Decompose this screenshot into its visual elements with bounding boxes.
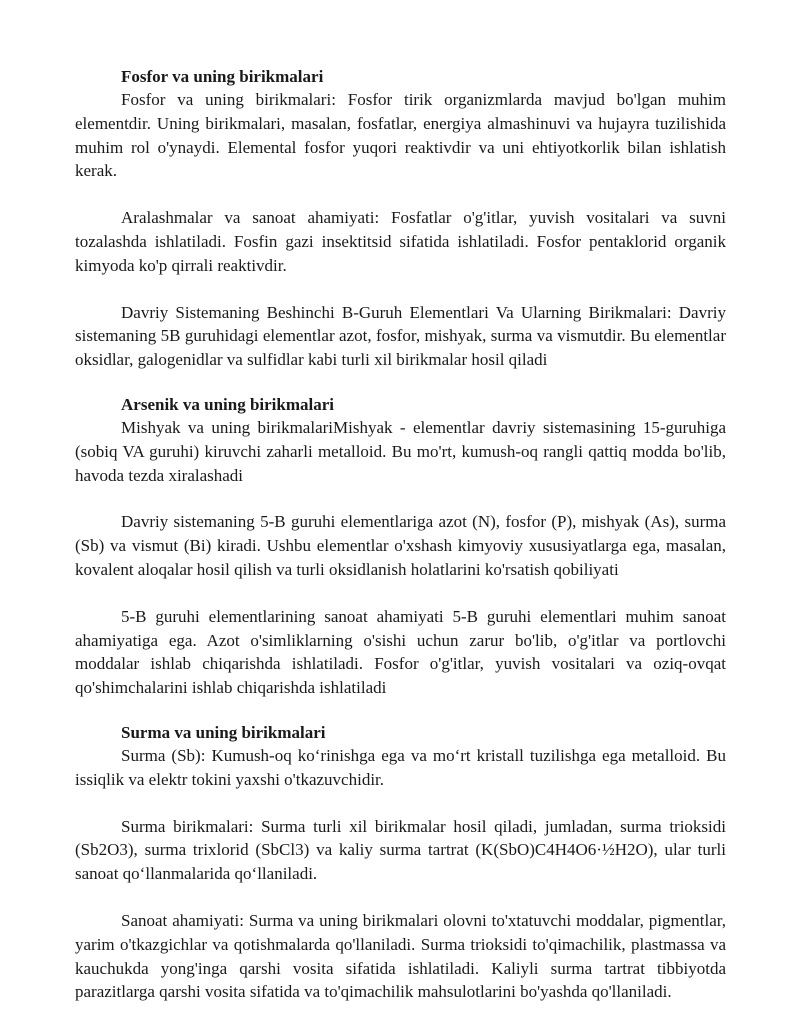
paragraph: Surma (Sb): Kumush-oq koʻrinishga ega va moʻrt kristall tuzilishga ega metalloid. Bu issiqlik va elektr tokini yaxshi o'tkazuvchidir. bbox=[75, 745, 726, 789]
paragraph: 5-B guruhi elementlarining sanoat ahamiyati 5-B guruhi elementlari muhim sanoat ahamiyatiga ega. Azot o'simliklarning o'sishi uchun zarur bo'lib, o'g'itlar va portlovchi moddalar ishlab chiqarishda ishlatiladi. Fosfor o'g'itlar, yuvish vositalari va oziq-ovqat qo'shimchalarini ishlab chiqarishda ishlatiladi bbox=[75, 606, 726, 698]
paragraph: Mishyak va uning birikmalariMishyak - elementlar davriy sistemasining 15-guruhiga (sobiq VA guruhi) kiruvchi zaharli metalloid. Bu mo'rt, kumush-oq rangli qattiq modda bo'lib, havoda tezda xiralashadi bbox=[75, 417, 726, 485]
paragraph: Surma birikmalari: Surma turli xil birikmalar hosil qiladi, jumladan, surma trioksidi (Sb2O3), surma trixlorid (SbCl3) va kaliy surma tartrat (K(SbO)C4H4O6·½H2O), ular turli sanoat qoʻllanmalarida qoʻllaniladi. bbox=[75, 816, 726, 884]
paragraph: Aralashmalar va sanoat ahamiyati: Fosfatlar o'g'itlar, yuvish vositalari va suvni tozalashda ishlatiladi. Fosfin gazi insektitsid sifatida ishlatiladi. Fosfor pentaklorid organik kimyoda ko'p qirrali reaktivdir. bbox=[75, 208, 726, 275]
section-heading-fosfor: Fosfor va uning birikmalari bbox=[121, 67, 324, 86]
paragraph: Davriy sistemaning 5-B guruhi elementlariga azot (N), fosfor (P), mishyak (As), surma (Sb) va vismut (Bi) kiradi. Ushbu elementlar o'xshash kimyoviy xususiyatlarga ega, masalan, kovalent aloqalar hosil qilish va turli oksidlanish holatlarini ko'rsatish qobiliyati bbox=[75, 512, 726, 579]
section-heading-arsenik: Arsenik va uning birikmalari bbox=[121, 394, 335, 414]
paragraph: Sanoat ahamiyati: Surma va uning birikmalari olovni to'xtatuvchi moddalar, pigmentlar, yarim o'tkazgichlar va qotishmalarda qo'llaniladi. Surma trioksidi to'qimachilik, plastmassa va kauchukda yong'inga qarshi vosita sifatida ishlatiladi. Kaliyli surma tartrat tibbiyotda parazitlarga qarshi vosita sifatida va to'qimachilik mahsulotlarini bo'yashda qo'llaniladi. bbox=[75, 910, 726, 1002]
section-heading-surma: Surma va uning birikmalari bbox=[121, 722, 326, 742]
paragraph: Fosfor va uning birikmalari: Fosfor tirik organizmlarda mavjud bo'lgan muhim elementdir. Uning birikmalari, masalan, fosfatlar, energiya almashinuvi va hujayra tuzilishida muhim rol o'ynaydi. Elemental fosfor yuqori reaktivdir va uni ehtiyotkorlik bilan ishlatish kerak. bbox=[75, 90, 726, 181]
paragraph: Davriy Sistemaning Beshinchi B-Guruh Elementlari Va Ularning Birikmalari: Davriy sistemaning 5B guruhidagi elementlar azot, fosfor, mishyak, surma va vismutdir. Bu elementlar oksidlar, galogenidlar va sulfidlar kabi turli xil birikmalar hosil qiladi bbox=[75, 302, 726, 370]
